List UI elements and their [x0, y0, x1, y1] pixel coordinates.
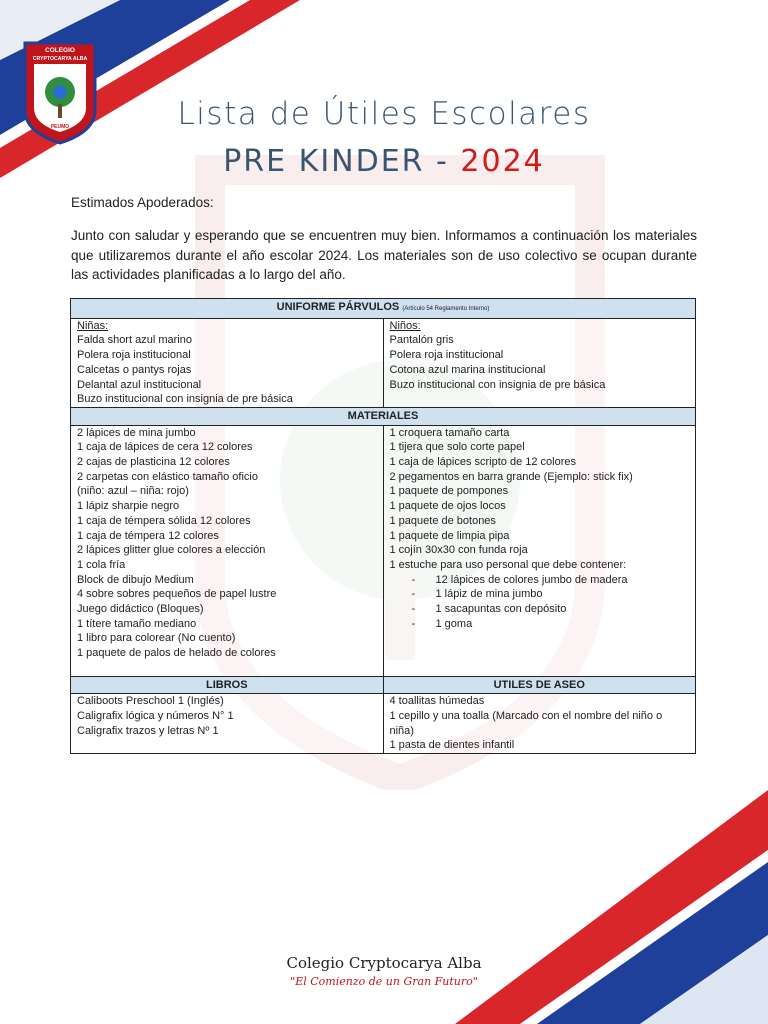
list-item: Polera roja institucional: [389, 349, 504, 362]
list-item: 1 estuche para uso personal que debe contener:: [389, 558, 627, 571]
year-label: 2024: [460, 144, 545, 179]
spacer: [77, 661, 377, 676]
list-item: Polera roja institucional: [77, 349, 191, 362]
books-cell: [71, 694, 384, 754]
list-item: 2 pegamentos en barra grande (Ejemplo: stick fix): [389, 470, 633, 483]
list-item: Calcetas o pantys rojas: [77, 363, 192, 376]
list-item: 1 tijera que solo corte papel: [389, 441, 525, 454]
list-item: Buzo institucional con insignia de pre básica: [77, 393, 293, 406]
uniform-note: (Artículo 54 Reglamento Interno): [402, 306, 490, 312]
list-item: Cotona azul marina institucional: [389, 363, 546, 376]
list-item: Pantalón gris: [389, 334, 454, 347]
list-item: 2 lápices glitter glue colores a elección: [77, 544, 266, 557]
books-heading: LIBROS: [71, 676, 384, 694]
list-item: Caligrafix trazos y letras Nº 1: [77, 724, 219, 737]
greeting: Estimados Apoderados:: [71, 195, 214, 210]
list-item: 1 caja de témpera 12 colores: [77, 529, 219, 542]
case-item: [390, 587, 690, 602]
list-item: Buzo institucional con insignia de pre básica: [389, 378, 606, 391]
books-hygiene-row: [71, 694, 696, 754]
footer-motto: "El Comienzo de un Gran Futuro": [290, 975, 478, 988]
uniform-header-row: [71, 299, 696, 319]
list-item: Block de dibujo Medium: [77, 573, 194, 586]
list-item: 1 paquete de palos de helado de colores: [77, 647, 276, 660]
page-title: Lista de Útiles Escolares: [177, 96, 591, 132]
girls-label: Niñas:: [77, 319, 109, 332]
list-item: 1 títere tamaño mediano: [77, 617, 197, 630]
list-item: 1 cola fría: [77, 558, 126, 571]
materials-right-cell: [383, 425, 696, 676]
uniform-heading: [71, 299, 696, 319]
materials-heading: MATERIALES: [71, 407, 696, 425]
list-item: Juego didáctico (Bloques): [77, 603, 204, 616]
materials-header-row: [71, 407, 696, 425]
case-item-text: 1 goma: [435, 617, 473, 630]
hygiene-heading: UTILES DE ASEO: [383, 676, 696, 694]
grade-label: PRE KINDER: [223, 144, 425, 179]
list-item: 1 paquete de botones: [389, 514, 496, 527]
list-item: 1 paquete de limpia pipa: [389, 529, 510, 542]
books-hygiene-header-row: [71, 676, 696, 694]
list-item: 4 sobre sobres pequeños de papel lustre: [77, 588, 277, 601]
boys-label: Niños:: [389, 319, 421, 332]
list-item: 2 cajas de plasticina 12 colores: [77, 456, 230, 469]
list-item: Caliboots Preschool 1 (Inglés): [77, 695, 224, 708]
dash-bullet: -: [411, 573, 416, 586]
list-item: 1 caja de lápices scripto de 12 colores: [389, 456, 576, 469]
case-item-text: 12 lápices de colores jumbo de madera: [435, 573, 628, 586]
list-item: Caligrafix lógica y números N° 1: [77, 709, 234, 722]
supplies-table: [70, 298, 696, 754]
list-item: 1 paquete de pompones: [389, 485, 509, 498]
list-item: Delantal azul institucional: [77, 378, 202, 391]
uniform-heading-text: UNIFORME PÁRVULOS: [276, 301, 400, 313]
list-item: Falda short azul marino: [77, 334, 192, 347]
list-item: 1 libro para colorear (No cuento): [77, 632, 236, 645]
list-item: 1 caja de témpera sólida 12 colores: [77, 514, 251, 527]
list-item: 1 croquera tamaño carta: [389, 426, 510, 439]
girls-cell: [71, 318, 384, 407]
logo-text-2: CRYPTOCARYA ALBA: [32, 56, 88, 62]
list-item: 4 toallitas húmedas: [389, 695, 485, 708]
dash-bullet: -: [411, 603, 416, 616]
dash-bullet: -: [411, 617, 416, 630]
case-item: [390, 617, 690, 632]
logo-text-3: PEUMO: [50, 124, 70, 130]
materials-row: [71, 425, 696, 676]
list-item: 2 carpetas con elástico tamaño oficio: [77, 470, 258, 483]
logo-text-1: COLEGIO: [45, 47, 75, 54]
footer-school-name: Colegio Cryptocarya Alba: [286, 954, 482, 972]
page-subtitle: [0, 144, 768, 179]
boys-cell: [383, 318, 696, 407]
list-item: 1 lápiz sharpie negro: [77, 500, 180, 513]
case-item: [390, 602, 690, 617]
list-item: (niño: azul – niña: rojo): [77, 485, 189, 498]
list-item: 1 paquete de ojos locos: [389, 500, 506, 513]
case-item-text: 1 lápiz de mina jumbo: [435, 588, 543, 601]
dash-bullet: -: [411, 588, 416, 601]
list-item: 1 pasta de dientes infantil: [389, 739, 515, 752]
uniform-row: [71, 318, 696, 407]
materials-left-cell: [71, 425, 384, 676]
hygiene-cell: [383, 694, 696, 754]
case-item: [390, 573, 690, 588]
list-item: 1 cepillo y una toalla (Marcado con el nombre del niño o niña): [389, 709, 663, 737]
list-item: 1 caja de lápices de cera 12 colores: [77, 441, 253, 454]
intro-paragraph: Junto con saludar y esperando que se encuentren muy bien. Informamos a continuación los materiales que utilizaremos durante el año escolar 2024. Los materiales son de uso colectivo se ocupan durante las actividades planificadas a lo largo del año.: [71, 228, 697, 282]
list-item: 1 cojín 30x30 con funda roja: [389, 544, 528, 557]
list-item: 2 lápices de mina jumbo: [77, 426, 196, 439]
title-separator: -: [424, 144, 461, 179]
case-item-text: 1 sacapuntas con depósito: [435, 603, 567, 616]
